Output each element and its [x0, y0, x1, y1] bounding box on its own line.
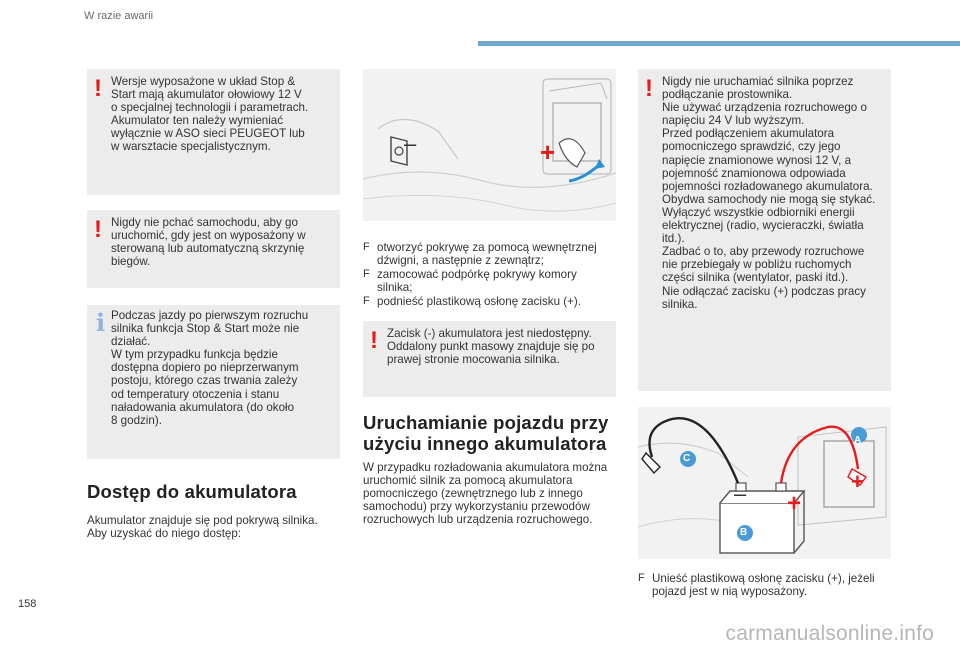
warning-icon: !	[370, 327, 378, 354]
positive-terminal-sign: +	[787, 490, 802, 517]
warning-text: Nigdy nie pchać samochodu, aby go uruchomić, gdy jest on wyposażony w sterowaną lub automatyczną skrzynię biegów.	[111, 216, 306, 269]
header-accent-bar	[478, 41, 960, 46]
watermark: carmanualsonline.info	[725, 622, 934, 645]
info-icon: i	[96, 308, 106, 337]
bullet-text: zamocować podpórkę pokrywy komory silnika;	[377, 268, 577, 295]
bullet-marker: F	[363, 268, 370, 280]
list-item	[363, 268, 616, 296]
bullet-text: podnieść plastikową osłonę zacisku (+).	[377, 295, 581, 308]
section-title-line: użyciu innego akumulatora	[363, 433, 607, 454]
warning-box-jump-start	[638, 69, 891, 391]
list-item	[638, 572, 891, 600]
info-box-stop-start	[87, 305, 340, 459]
bullet-marker: F	[363, 241, 370, 253]
jump-start-illustration	[638, 407, 891, 559]
bullet-text: Unieść plastikową osłonę zacisku (+), jeżeli pojazd jest w nią wyposażony.	[652, 572, 875, 599]
engine-bay-illustration	[363, 69, 616, 221]
callout-b: B	[740, 527, 748, 538]
bullet-text: otworzyć pokrywę za pomocą wewnętrznej dźwigni, a następnie z zewnątrz;	[377, 241, 597, 268]
warning-text: Nigdy nie uruchamiać silnika poprzez podłączanie prostownika. Nie używać urządzenia rozruchowego o napięciu 24 V lub wyższym. Przed podłączeniem akumulatora pomocniczego sprawdzić, czy jego napięcie znamionowe wynosi 12 V, a pojemność znamionowa odpowiada pojemności rozładowanego akumulatora. Obydwa samochody nie mogą się stykać. Wyłączyć wszystkie odbiorniki energii elektrycznej (radio, wycieraczki, światła itd.). Zadbać o to, aby przewody rozruchowe nie przebiegały w pobliżu ruchomych części silnika (wentylator, paski itd.). Nie odłączać zacisku (+) podczas pracy silnika.	[662, 75, 876, 311]
battery-access-intro: Akumulator znajduje się pod pokrywą silnika. Aby uzyskać do niego dostęp:	[87, 514, 318, 541]
warning-text: Wersje wyposażone w układ Stop & Start mają akumulator ołowiowy 12 V o specjalnej technologii i parametrach. Akumulator ten należy wymieniać wyłącznie w ASO sieci PEUGEOT lub w warsztacie specjalistycznym.	[111, 75, 309, 154]
positive-terminal-sign: +	[851, 469, 864, 494]
warning-box-push-start	[87, 210, 340, 288]
section-title-jump-start	[363, 412, 609, 454]
engine-bay-drawing	[363, 69, 616, 221]
list-item	[363, 241, 616, 269]
warning-icon: !	[645, 75, 653, 102]
warning-box-negative-terminal	[363, 321, 616, 397]
warning-icon: !	[94, 75, 102, 102]
info-text: Podczas jazdy po pierwszym rozruchu silnika funkcja Stop & Start może nie działać. W tym przypadku funkcja będzie dostępna dopiero po nieprzerwanym postoju, którego czas trwania zależy od temperatury otoczenia i stanu naładowania akumulatora (do około 8 godzin).	[111, 309, 309, 427]
callout-c: C	[683, 453, 691, 464]
callout-a: A	[854, 435, 862, 446]
page-number: 158	[18, 598, 37, 610]
warning-box-stop-start	[87, 69, 340, 195]
warning-icon: !	[94, 216, 102, 243]
bullet-marker: F	[363, 295, 370, 307]
negative-terminal-sign: –	[404, 131, 417, 156]
warning-text: Zacisk (-) akumulatora jest niedostępny. Oddalony punkt masowy znajduje się po prawej stronie mocowania silnika.	[387, 327, 595, 367]
section-title-battery-access: Dostęp do akumulatora	[87, 481, 297, 502]
list-item	[363, 295, 616, 311]
bullet-marker: F	[638, 572, 645, 584]
positive-terminal-sign: +	[540, 137, 556, 167]
jump-start-intro: W przypadku rozładowania akumulatora można uruchomić silnik za pomocą akumulatora pomocniczego (zewnętrznego lub z innego samochodu) przy wykorzystaniu przewodów rozruchowych lub urządzenia rozruchowego.	[363, 461, 608, 527]
negative-terminal-sign: –	[734, 481, 747, 506]
section-title-line: Uruchamianie pojazdu przy	[363, 412, 609, 433]
section-header-title: W razie awarii	[84, 10, 154, 22]
